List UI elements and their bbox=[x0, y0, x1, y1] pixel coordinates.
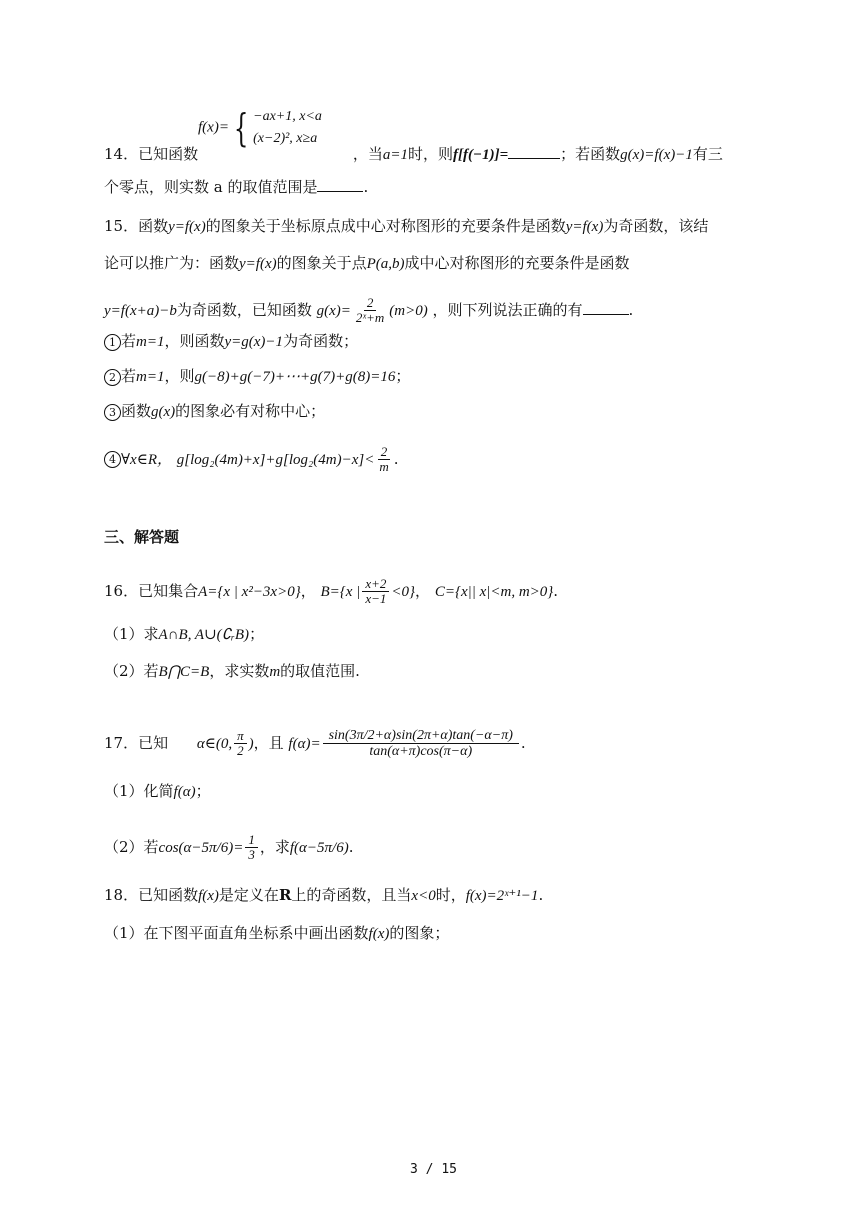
q15-shift: y=f(x+a)−b bbox=[104, 302, 177, 319]
q15-yfx-3: y=f(x) bbox=[239, 256, 277, 272]
q15-line2 bbox=[104, 254, 630, 273]
q15-o4-expr: g[log₂(4m)+x]+g[log₂(4m)−x]< bbox=[176, 451, 375, 468]
q14-line1 bbox=[104, 144, 723, 164]
q18-cond: x<0 bbox=[411, 888, 436, 904]
q14-end: 有三 bbox=[692, 145, 723, 163]
q14-case2: (x−2)², x≥a bbox=[253, 130, 318, 146]
q15-o3-g: g(x) bbox=[151, 404, 176, 420]
q17-p1-end: ； bbox=[195, 782, 211, 800]
q16-setB: B={x | bbox=[320, 583, 361, 600]
q15-o4-quant: ∀x∈R， bbox=[121, 451, 172, 468]
q17-f-fraction bbox=[323, 728, 519, 760]
q18-text4: 时， bbox=[435, 886, 466, 904]
q15-text1: 15．函数 bbox=[104, 217, 169, 235]
q18-text2: 是定义在 bbox=[218, 886, 279, 904]
q17-part1 bbox=[104, 782, 211, 801]
q17-pi-num: π bbox=[234, 729, 247, 744]
q16-B-end: <0} bbox=[391, 583, 416, 600]
q14-func-lhs: f(x)= bbox=[198, 119, 229, 136]
q17-f: f(α)= bbox=[288, 735, 321, 752]
q15-o3-text: 函数 bbox=[121, 402, 152, 420]
q15-m1: m=1 bbox=[136, 334, 165, 350]
q15-o4-num: 2 bbox=[378, 445, 391, 460]
page-number: 3 / 15 bbox=[410, 1162, 457, 1177]
q14-line2-text: 个零点，则实数 a 的取值范围是 bbox=[104, 178, 318, 196]
q17-p1-f: f(α) bbox=[173, 784, 196, 800]
q17-cos: cos(α−5π/6)= bbox=[158, 839, 244, 856]
q17-p2-label: （2）若 bbox=[104, 837, 159, 856]
q16-sep: ， bbox=[300, 581, 316, 600]
q15-text4: 论可以推广为：函数 bbox=[104, 254, 240, 272]
q18-R: R bbox=[278, 886, 292, 904]
q16-p2-text: ，求实数 bbox=[209, 662, 270, 680]
q15-circle-2: 2 bbox=[104, 369, 121, 386]
q17-f-num: sin(3π/2+α)sin(2π+α)tan(−α−π) bbox=[323, 728, 519, 744]
q15-option2 bbox=[104, 367, 410, 386]
q18-text1: 18．已知函数 bbox=[104, 886, 199, 904]
q14-cond: a=1 bbox=[382, 147, 409, 163]
q14-number: 14．已知函数 bbox=[104, 145, 199, 163]
q15-o2-end: ； bbox=[395, 367, 411, 385]
q14-blank1 bbox=[508, 144, 560, 159]
q15-gx: g(x)= bbox=[316, 302, 351, 319]
q15-g-num: 2 bbox=[364, 296, 377, 311]
q15-o1-text2: ，则函数 bbox=[164, 332, 225, 350]
section-heading: 三、解答题 bbox=[104, 528, 180, 546]
q16-part2 bbox=[104, 662, 360, 681]
q15-circle-3: 3 bbox=[104, 404, 121, 421]
q18-p1-f: f(x) bbox=[368, 926, 390, 942]
q16-p1-expr: A∩B, A∪(∁ᵣB) bbox=[158, 627, 250, 643]
q17-part2: （2）若cos(α−5π/6)= $\frac{1}{3}$ ，求f(α−5π/6). bbox=[104, 832, 354, 863]
q17-alpha: α∈(0, bbox=[196, 735, 233, 752]
q15-o2-text2: ，则 bbox=[164, 367, 195, 385]
q15-o4-den: m bbox=[379, 459, 389, 475]
q18-text3: 上的奇函数，且当 bbox=[291, 886, 412, 904]
q15-yfx: y=f(x) bbox=[168, 219, 206, 235]
q14-piecewise bbox=[198, 106, 322, 149]
q15-yfx-2: y=f(x) bbox=[565, 219, 604, 235]
q16-setA: A={x | x²−3x>0} bbox=[198, 583, 301, 600]
q15-g-den: 2ˣ+m bbox=[355, 310, 385, 326]
q15-point: P(a,b) bbox=[366, 256, 405, 272]
q15-o2-text: 若 bbox=[121, 367, 137, 385]
q15-o1-text: 若 bbox=[121, 332, 137, 350]
q15-text2: 的图象关于坐标原点成中心对称图形的充要条件是函数 bbox=[205, 217, 566, 235]
q17-c-num: 1 bbox=[245, 833, 258, 848]
q17-c-fraction bbox=[245, 833, 258, 863]
q15-option3 bbox=[104, 402, 325, 421]
q16-text: 16．已知集合 bbox=[104, 581, 199, 600]
q14-line2 bbox=[104, 177, 368, 196]
q14-case1: −ax+1, x<a bbox=[253, 109, 322, 124]
q17-p1-label: （1）化简 bbox=[104, 782, 174, 800]
q14-cases bbox=[253, 106, 322, 149]
q15-option4: 4 ∀x∈R， g[log₂(4m)+x]+g[log₂(4m)−x]< $\frac{2}{m}$ . bbox=[104, 445, 399, 475]
q16-part1 bbox=[104, 625, 264, 644]
q17-c-den: 3 bbox=[248, 847, 255, 863]
q16-B-fraction bbox=[362, 577, 389, 607]
q15-text8: ，则下列说法正确的有 bbox=[432, 300, 583, 319]
q17-alpha-end: ) bbox=[248, 735, 254, 752]
q14-text: ，当 bbox=[352, 145, 383, 163]
q15-m1-2: m=1 bbox=[136, 369, 165, 385]
q15-g-fraction bbox=[353, 296, 387, 326]
q14-text3: ；若函数 bbox=[560, 145, 621, 163]
q16-B-den: x−1 bbox=[365, 591, 387, 607]
q16-p1-label: （1）求 bbox=[104, 625, 159, 643]
q15-line1 bbox=[104, 217, 708, 236]
q14-brace: { bbox=[233, 105, 249, 150]
q15-gcond: (m>0) bbox=[389, 302, 428, 319]
q16-setC: C={x|| x|<m, m>0} bbox=[434, 583, 554, 600]
q16-p2-m: m bbox=[269, 664, 281, 680]
q16-line1: 16．已知集合A={x | x²−3x>0}， B={x | $\frac{x+2}{x-1}$ <0}， C={x|| x|<m, m>0}. bbox=[104, 576, 559, 607]
q17-pi-fraction bbox=[234, 729, 247, 759]
q14-period: . bbox=[363, 178, 369, 196]
q14-text2: 时，则 bbox=[408, 145, 454, 163]
q15-text6: 成中心对称图形的充要条件是函数 bbox=[404, 254, 630, 272]
q18-fx: f(x) bbox=[198, 888, 219, 904]
q15-circle-4: 4 bbox=[104, 451, 121, 468]
q16-p2-label: （2）若 bbox=[104, 662, 159, 680]
q17-f-den: tan(α+π)cos(π−α) bbox=[369, 744, 473, 760]
q15-o3-text2: 的图象必有对称中心； bbox=[175, 402, 326, 420]
q15-blank bbox=[583, 300, 629, 315]
q18-def: f(x)=2ˣ⁺¹−1 bbox=[465, 888, 539, 904]
q17-ask: ，求 bbox=[259, 837, 290, 856]
q17-line1: 17．已知 α∈(0, $\frac{\pi}{2}$ )，且 f(α)= $\frac{\sin(3\pi/2+\alpha)\sin(2\pi+\alpha)\tan(-\alpha-\pi)}{\tan(\alpha+\pi)\cos(\pi-\alpha)}$ . bbox=[104, 728, 526, 760]
q15-text7: 为奇函数，已知函数 bbox=[176, 300, 312, 319]
q16-sep2: ， bbox=[415, 581, 431, 600]
q17-text: 17．已知 bbox=[104, 733, 169, 752]
q15-text3: 为奇函数，该结 bbox=[603, 217, 709, 235]
q17-askf: f(α−5π/6) bbox=[289, 839, 349, 856]
q15-circle-1: 1 bbox=[104, 334, 121, 351]
q16-p2-text2: 的取值范围. bbox=[280, 662, 360, 680]
q14-gdef: g(x)=f(x)−1 bbox=[620, 147, 693, 163]
q16-p2-expr: B⋂C=B bbox=[158, 664, 210, 680]
q14-ask: f[f(−1)]= bbox=[453, 147, 509, 163]
q18-line1: 18．已知函数f(x)是定义在R上的奇函数，且当x<0时，f(x)=2ˣ⁺¹−1. bbox=[104, 886, 544, 904]
q18-p1-label: （1）在下图平面直角坐标系中画出函数 bbox=[104, 924, 369, 942]
q15-text5: 的图象关于点 bbox=[276, 254, 367, 272]
q15-option1 bbox=[104, 332, 358, 351]
q16-B-num: x+2 bbox=[362, 577, 389, 592]
q15-o1-expr: y=g(x)−1 bbox=[224, 334, 284, 350]
q18-part1 bbox=[104, 924, 449, 943]
q15-line3: y=f(x+a)−b为奇函数，已知函数 g(x)= $\frac{2}{\text{2ˣ+m}}$ (m>0) ，则下列说法正确的有 . bbox=[104, 295, 634, 326]
q18-p1-end: 的图象； bbox=[389, 924, 450, 942]
q16-p1-end: ； bbox=[249, 625, 265, 643]
q15-o2-sum: g(−8)+g(−7)+⋯+g(7)+g(8)=16 bbox=[194, 369, 396, 385]
q14-blank2 bbox=[317, 177, 363, 192]
q15-o1-text3: 为奇函数； bbox=[283, 332, 359, 350]
q15-o4-fraction bbox=[376, 445, 391, 475]
q17-and: ，且 bbox=[253, 733, 284, 752]
q17-pi-den: 2 bbox=[237, 743, 244, 759]
